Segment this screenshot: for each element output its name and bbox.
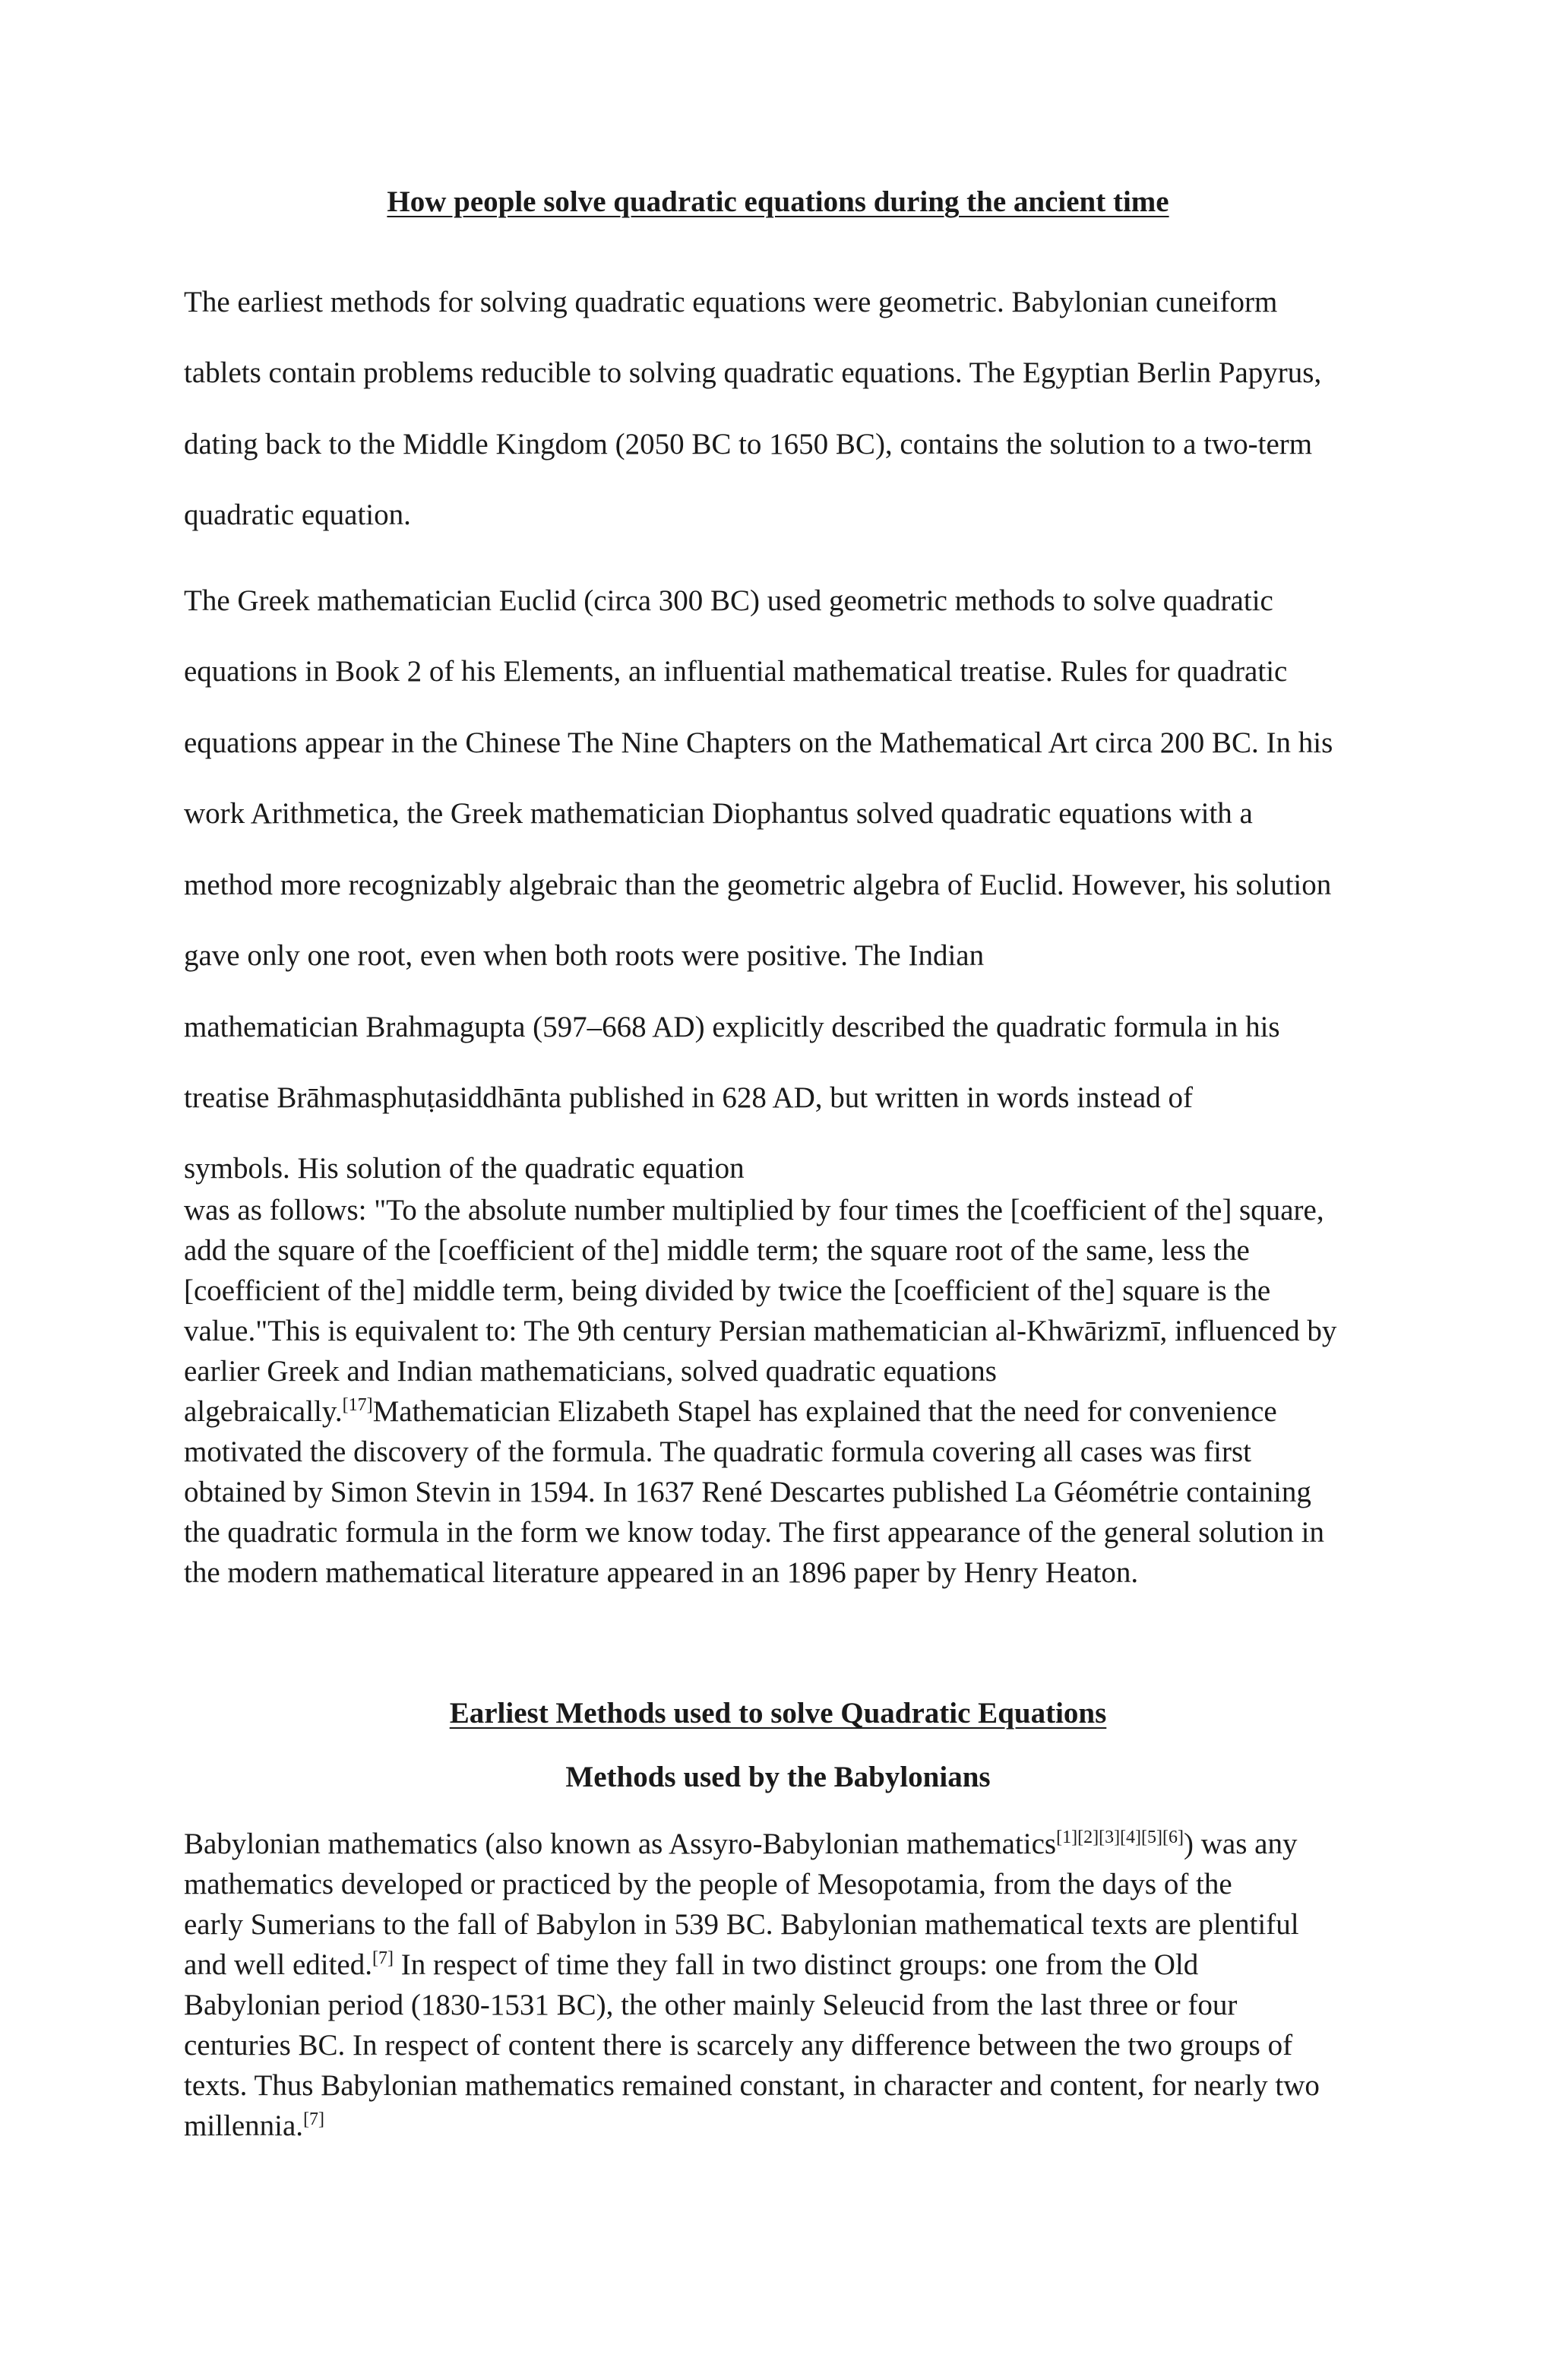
text-line: early Sumerians to the fall of Babylon in 539 BC. Babylonian mathematical texts are plentiful	[184, 1908, 1299, 1941]
text-line: [coefficient of the] middle term, being divided by twice the [coefficient of the] square is the	[184, 1274, 1271, 1307]
text-line: treatise Brāhmasphuṭasiddhānta published in 628 AD, but written in words instead of	[184, 1081, 1193, 1114]
text-line: equations appear in the Chinese The Nine Chapters on the Mathematical Art circa 200 BC. In his	[184, 726, 1333, 759]
section-heading: Earliest Methods used to solve Quadratic Equations	[449, 1697, 1107, 1730]
text-line: symbols. His solution of the quadratic equation	[184, 1152, 745, 1185]
text-line: obtained by Simon Stevin in 1594. In 1637 René Descartes published La Géométrie containing	[184, 1476, 1311, 1508]
text-line: gave only one root, even when both roots were positive. The Indian	[184, 939, 985, 972]
text-line: the modern mathematical literature appeared in an 1896 paper by Henry Heaton.	[184, 1556, 1139, 1589]
text-segment: Mathematician Elizabeth Stapel has explained that the need for convenience	[372, 1395, 1277, 1428]
text-line: Babylonian period (1830-1531 BC), the other mainly Seleucid from the last three or four	[184, 1989, 1238, 2021]
text-segment: and well edited.	[184, 1948, 372, 1981]
text-line: texts. Thus Babylonian mathematics remained constant, in character and content, for nearly two	[184, 2069, 1320, 2102]
text-line: method more recognizably algebraic than the geometric algebra of Euclid. However, his solution	[184, 869, 1332, 901]
text-line: add the square of the [coefficient of the] middle term; the square root of the same, less the	[184, 1234, 1250, 1267]
text-line: The Greek mathematician Euclid (circa 300 BC) used geometric methods to solve quadratic	[184, 584, 1273, 617]
text-line: quadratic equation.	[184, 498, 411, 531]
text-line	[184, 1947, 1198, 1983]
text-line: mathematician Brahmagupta (597–668 AD) explicitly described the quadratic formula in his	[184, 1011, 1280, 1043]
text-line: mathematics developed or practiced by the people of Mesopotamia, from the days of the	[184, 1868, 1232, 1901]
text-segment: ) was any	[1184, 1828, 1298, 1860]
text-segment: algebraically.	[184, 1395, 343, 1428]
text-line: centuries BC. In respect of content there is scarcely any difference between the two groups of	[184, 2029, 1293, 2062]
text-line	[184, 2108, 324, 2144]
text-line: earlier Greek and Indian mathematicians, solved quadratic equations	[184, 1355, 997, 1388]
text-segment: Babylonian mathematics (also known as Assyro-Babylonian mathematics	[184, 1828, 1057, 1860]
text-line: equations in Book 2 of his Elements, an influential mathematical treatise. Rules for quadratic	[184, 655, 1288, 688]
text-line: work Arithmetica, the Greek mathematician Diophantus solved quadratic equations with a	[184, 797, 1253, 830]
text-line	[184, 1826, 1297, 1863]
text-line: The earliest methods for solving quadratic equations were geometric. Babylonian cuneiform	[184, 286, 1278, 318]
citation-ref[interactable]: [17]	[342, 1395, 373, 1415]
citation-ref[interactable]: [7]	[372, 1948, 394, 1968]
subsection-heading: Methods used by the Babylonians	[565, 1761, 991, 1793]
text-line: tablets contain problems reducible to solving quadratic equations. The Egyptian Berlin Papyrus,	[184, 356, 1322, 389]
document-title: How people solve quadratic equations during the ancient time	[387, 185, 1169, 218]
text-segment: In respect of time they fall in two distinct groups: one from the Old	[393, 1948, 1199, 1981]
text-line: dating back to the Middle Kingdom (2050 BC to 1650 BC), contains the solution to a two-term	[184, 428, 1313, 460]
text-line: the quadratic formula in the form we know today. The first appearance of the general solution in	[184, 1516, 1324, 1549]
citation-ref[interactable]: [7]	[303, 2109, 325, 2129]
text-line: was as follows: "To the absolute number multiplied by four times the [coefficient of the] square,	[184, 1194, 1324, 1226]
text-line: value."This is equivalent to: The 9th century Persian mathematician al-Khwārizmī, influenced by	[184, 1315, 1337, 1347]
text-segment: millennia.	[184, 2109, 304, 2142]
text-line: motivated the discovery of the formula. The quadratic formula covering all cases was first	[184, 1435, 1251, 1468]
citation-ref[interactable]: [1][2][3][4][5][6]	[1056, 1828, 1184, 1847]
text-line	[184, 1394, 1277, 1430]
